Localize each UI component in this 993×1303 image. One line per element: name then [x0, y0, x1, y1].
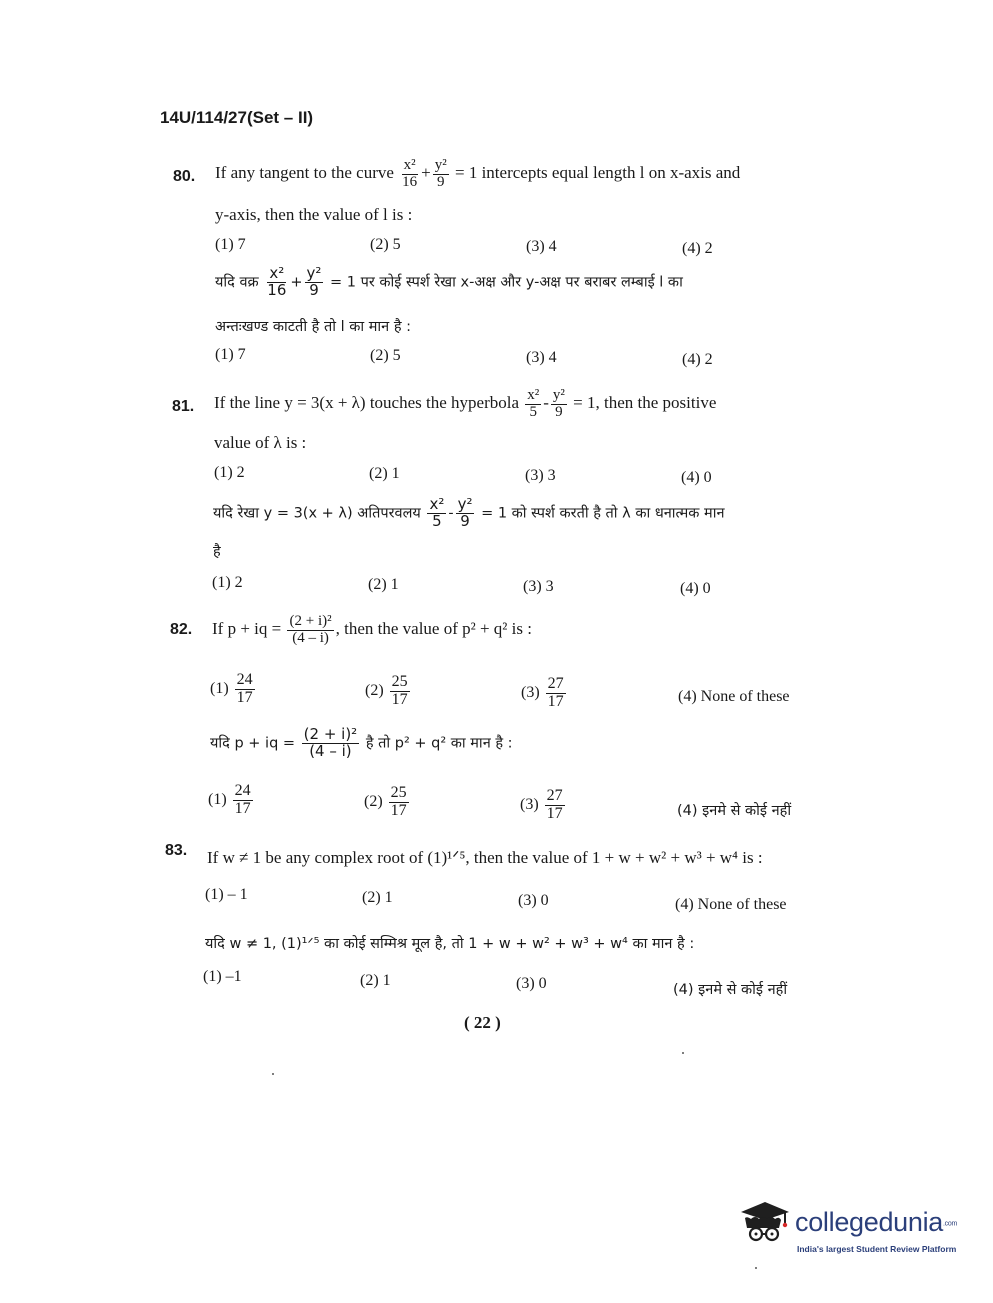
q82-hi-option-4: (4) इनमे से कोई नहीं — [677, 803, 792, 819]
q82-hi-option-1 — [208, 783, 255, 818]
q81-text-a: If the line y = 3(x + λ) touches the hyperbola — [214, 393, 519, 413]
question-80-line2: y-axis, then the value of l is : — [215, 205, 413, 224]
q81-option-3: (3) 3 — [525, 467, 556, 484]
q82-text-a: If p + iq = — [212, 619, 282, 639]
q80-option-3: (3) 4 — [526, 238, 557, 255]
question-80-line1 — [215, 158, 740, 191]
q82-option-3 — [521, 676, 568, 711]
logo-name: collegedunia — [795, 1207, 944, 1237]
collegedunia-tagline: India's largest Student Review Platform — [797, 1244, 957, 1254]
q80-hi-option-2: (2) 5 — [370, 347, 401, 364]
q80-frac-y: $\frac{\text{y²}}{9}$ — [434, 157, 447, 190]
q83-option-1: (1) – 1 — [205, 886, 248, 903]
q82-hi-option-2 — [364, 785, 411, 820]
question-82-line1 — [212, 614, 532, 647]
q82-opt2-prefix: (2) — [365, 681, 384, 699]
q82-opt1-frac: $\frac{24}{17}$ — [236, 671, 253, 706]
question-80-hindi-line1 — [215, 266, 683, 299]
q82-hi-opt2-frac: $\frac{25}{17}$ — [390, 784, 407, 819]
q80-hi-frac-x: $\frac{\text{x²}}{16}$ — [267, 264, 287, 299]
q83-option-4: (4) None of these — [675, 896, 787, 913]
collegedunia-logo-text — [795, 1207, 957, 1238]
q82-frac: $\frac{\text{(2 + i)²}}{(4 - i)}$ — [289, 613, 332, 646]
page-number: ( 22 ) — [464, 1013, 501, 1032]
q80-hi-option-4: (4) 2 — [682, 351, 713, 368]
question-81-hindi-line1 — [213, 497, 725, 530]
question-81-line1 — [214, 388, 716, 421]
q81-text-b: = 1, then the positive — [573, 393, 717, 413]
collegedunia-mascot-icon — [735, 1198, 795, 1250]
q81-hi-a: यदि रेखा y = 3(x + λ) अतिपरवलय — [213, 505, 421, 522]
q82-opt1-prefix: (1) — [210, 679, 229, 697]
q80-hi-a: यदि वक्र — [215, 274, 259, 291]
question-83-number: 83. — [165, 842, 188, 859]
scan-speck — [272, 1073, 274, 1075]
q81-frac-y: $\frac{\text{y²}}{9}$ — [552, 387, 565, 420]
q81-hi-minus: - — [448, 505, 454, 522]
q82-hi-opt3-frac: $\frac{27}{17}$ — [546, 787, 563, 822]
q80-hi-frac-y: $\frac{\text{y²}}{9}$ — [306, 264, 322, 299]
question-82-hindi-line1 — [210, 727, 513, 760]
q82-hi-opt1-frac: $\frac{24}{17}$ — [234, 782, 251, 817]
q82-hi-frac: $\frac{\text{(2 + i)²}}{(4 - i)}$ — [303, 725, 358, 760]
question-81-line2: value of λ is : — [214, 433, 307, 452]
q80-hi-option-1: (1) 7 — [215, 346, 246, 363]
q81-option-2: (2) 1 — [369, 465, 400, 482]
paper-code: 14U/114/27(Set – II) — [160, 108, 314, 127]
q80-plus: + — [421, 163, 431, 183]
q83-hi-option-4: (4) इनमे से कोई नहीं — [673, 982, 788, 998]
q80-option-4: (4) 2 — [682, 240, 713, 257]
q81-minus: - — [543, 393, 549, 413]
q82-opt3-prefix: (3) — [521, 683, 540, 701]
q81-option-4: (4) 0 — [681, 469, 712, 486]
q82-text-b: , then the value of p² + q² is : — [335, 619, 532, 639]
q82-hi-opt2-prefix: (2) — [364, 792, 383, 810]
question-80-hindi-line2: अन्तःखण्ड काटती है तो l का मान है : — [215, 319, 412, 335]
scan-speck — [755, 1267, 757, 1269]
q81-hi-b: = 1 को स्पर्श करती है तो λ का धनात्मक मान — [481, 505, 725, 522]
q83-hi-option-3: (3) 0 — [516, 975, 547, 992]
q83-option-3: (3) 0 — [518, 892, 549, 909]
q81-hi-frac-x: $\frac{\text{x²}}{5}$ — [429, 495, 445, 530]
q81-frac-x: $\frac{\text{x²}}{5}$ — [527, 387, 540, 420]
q81-option-1: (1) 2 — [214, 464, 245, 481]
q80-option-1: (1) 7 — [215, 236, 246, 253]
q82-hi-opt3-prefix: (3) — [520, 795, 539, 813]
q83-hi-option-2: (2) 1 — [360, 972, 391, 989]
q82-opt2-frac: $\frac{25}{17}$ — [391, 673, 408, 708]
q82-hi-b: है तो p² + q² का मान है : — [365, 735, 513, 752]
q82-hi-option-3 — [520, 788, 567, 823]
q82-hi-opt1-prefix: (1) — [208, 790, 227, 808]
q83-hi-option-1: (1) –1 — [203, 968, 242, 985]
q80-option-2: (2) 5 — [370, 236, 401, 253]
q82-opt3-frac: $\frac{27}{17}$ — [547, 675, 564, 710]
q82-option-1 — [210, 672, 257, 707]
q81-hi-option-2: (2) 1 — [368, 576, 399, 593]
q80-hi-option-3: (3) 4 — [526, 349, 557, 366]
q81-hi-option-3: (3) 3 — [523, 578, 554, 595]
q81-hi-frac-y: $\frac{\text{y²}}{9}$ — [457, 495, 473, 530]
q80-hi-b: = 1 पर कोई स्पर्श रेखा x-अक्ष और y-अक्ष पर बराबर लम्बाई l का — [330, 274, 683, 291]
logo-domain: .com — [943, 1220, 958, 1228]
q80-text-a: If any tangent to the curve — [215, 163, 394, 183]
question-82-number: 82. — [170, 621, 193, 638]
question-81-hindi-line2: है — [213, 544, 221, 560]
q83-option-2: (2) 1 — [362, 889, 393, 906]
q82-hi-a: यदि p + iq = — [210, 735, 296, 752]
q80-hi-plus: + — [290, 274, 303, 291]
q81-hi-option-4: (4) 0 — [680, 580, 711, 597]
question-80-number: 80. — [173, 168, 196, 185]
question-83-hindi-line1: यदि w ≠ 1, (1)¹ᐟ⁵ का कोई सम्मिश्र मूल है, तो 1 + w + w² + w³ + w⁴ का मान है : — [205, 936, 695, 952]
q80-text-b: = 1 intercepts equal length l on x-axis and — [455, 163, 741, 183]
q80-frac-x: $\frac{\text{x²}}{16}$ — [402, 157, 418, 190]
question-83-line1: If w ≠ 1 be any complex root of (1)¹ᐟ⁵, then the value of 1 + w + w² + w³ + w⁴ is : — [207, 848, 763, 867]
q82-option-4: (4) None of these — [678, 688, 790, 705]
scan-speck — [682, 1052, 684, 1054]
q81-hi-option-1: (1) 2 — [212, 574, 243, 591]
question-81-number: 81. — [172, 398, 195, 415]
q82-option-2 — [365, 674, 412, 709]
